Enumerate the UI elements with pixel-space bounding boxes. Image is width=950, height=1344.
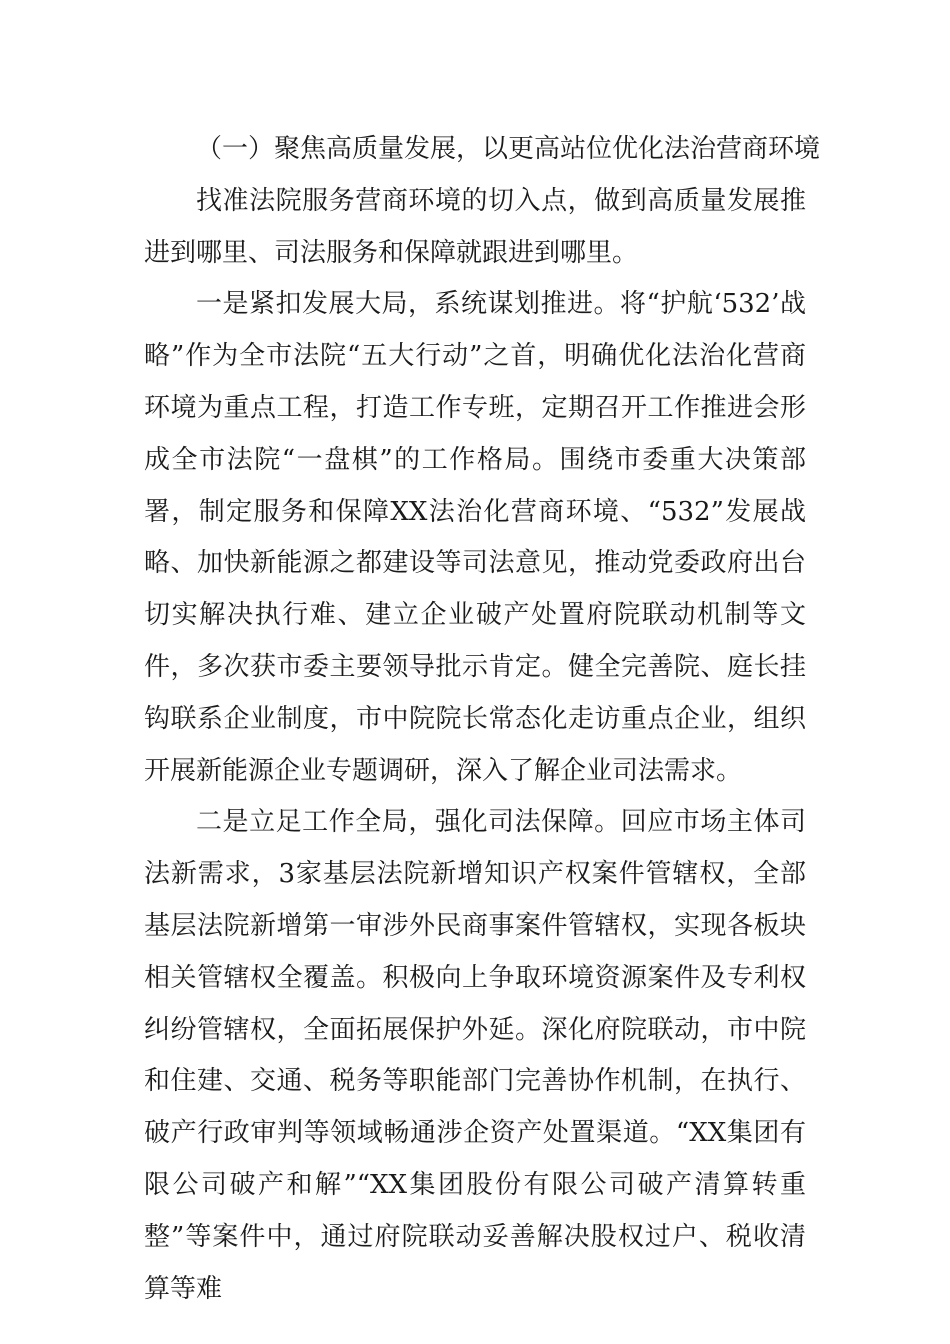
paragraph-intro: 找准法院服务营商环境的切入点，做到高质量发展推进到哪里、司法服务和保障就跟进到哪里。 xyxy=(144,185,806,268)
document-body xyxy=(144,124,821,1315)
section-heading: （一）聚焦高质量发展，以更高站位优化法治营商环境 xyxy=(196,134,821,164)
paragraph-point-two: 二是立足工作全局，强化司法保障。回应市场主体司法新需求，3家基层法院新增知识产权案件管辖权，全部基层法院新增第一审涉外民商事案件管辖权，实现各板块相关管辖权全覆盖。积极向上争取环境资源案件及专利权纠纷管辖权，全面拓展保护外延。深化府院联动，市中院和住建、交通、税务等职能部门完善协作机制，在执行、破产行政审判等领域畅通涉企资产处置渠道。“XX集团有限公司破产和解”“XX集团股份有限公司破产清算转重整”等案件中，通过府院联动妥善解决股权过户、税收清算等难 xyxy=(144,807,806,1304)
paragraph-point-one: 一是紧扣发展大局，系统谋划推进。将“护航‘532’战略”作为全市法院“五大行动”之首，明确优化法治化营商环境为重点工程，打造工作专班，定期召开工作推进会形成全市法院“一盘棋”的工作格局。围绕市委重大决策部署，制定服务和保障XX法治化营商环境、“532”发展战略、加快新能源之都建设等司法意见，推动党委政府出台切实解决执行难、建立企业破产处置府院联动机制等文件，多次获市委主要领导批示肯定。健全完善院、庭长挂钩联系企业制度，市中院院长常态化走访重点企业，组织开展新能源企业专题调研，深入了解企业司法需求。 xyxy=(144,289,806,786)
